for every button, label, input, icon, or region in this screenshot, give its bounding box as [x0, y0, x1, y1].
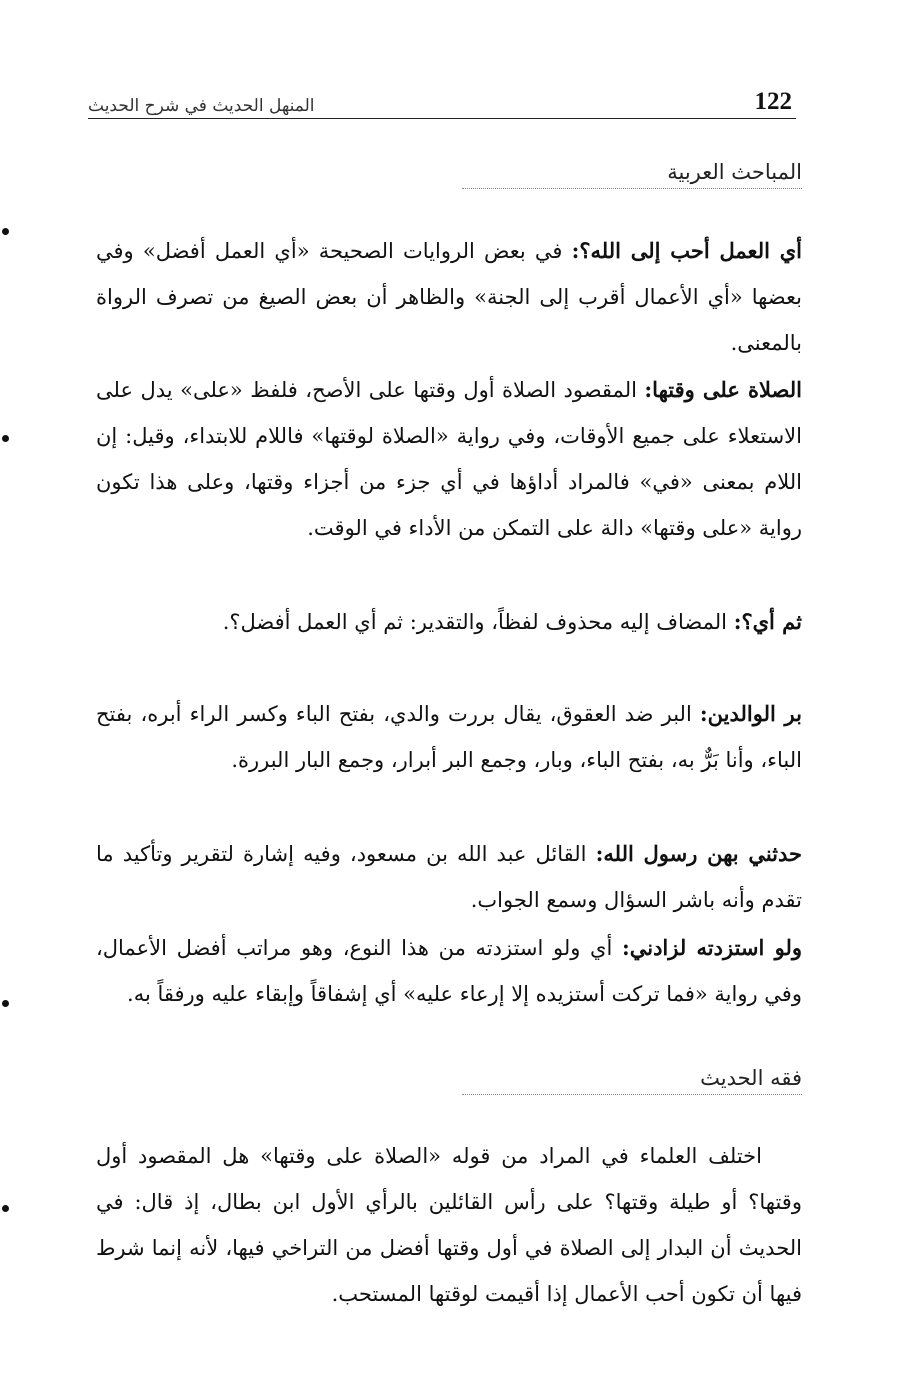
book-title: المنهل الحديث في شرح الحديث [88, 96, 315, 116]
margin-mark [2, 228, 9, 235]
margin-mark [2, 1205, 9, 1212]
running-header [88, 88, 796, 119]
paragraph [96, 599, 802, 645]
paragraph-text: في بعض الروايات الصحيحة «أي العمل أفضل» وفي بعضها «أي الأعمال أقرب إلى الجنة» والظاهر أن بعض الصيغ من تصرف الرواة بالمعنى. [96, 239, 802, 355]
paragraph-text: البر ضد العقوق، يقال بررت والدي، بفتح الباء وكسر الراء أبره، بفتح الباء، وأنا بَرٌّ به، بفتح الباء، وبار، وجمع البر أبرار، وجمع البار البررة. [96, 702, 802, 772]
margin-mark [2, 435, 9, 442]
paragraph-term: ولو استزدته لزادني: [621, 935, 803, 960]
paragraph-text: المقصود الصلاة أول وقتها على الأصح، فلفظ «على» يدل على الاستعلاء على جميع الأوقات، وفي رواية «الصلاة لوقتها» فاللام للابتداء، وقيل: إن اللام بمعنى «في» فالمراد أداؤها في أي جزء من أجزاء وقتها، وعلى هذا تكون رواية «على وقتها» دالة على التمكن من الأداء في الوقت. [96, 378, 802, 540]
paragraph-term: حدثني بهن رسول الله: [595, 841, 803, 866]
paragraph-text: اختلف العلماء في المراد من قوله «الصلاة على وقتها» هل المقصود أول وقتها؟ أو طيلة وقتها؟ على رأس القائلين بالرأي الأول ابن بطال، إذ قال: في الحديث أن البدار إلى الصلاة في أول وقتها أفضل من التراخي فيها، لأنه إنما شرط فيها أن تكون أحب الأعمال إذا أقيمت لوقتها المستحب. [96, 1144, 802, 1306]
page-number: 122 [754, 88, 792, 115]
paragraph-text: القائل عبد الله بن مسعود، وفيه إشارة لتقرير وتأكيد ما تقدم وأنه باشر السؤال وسمع الجواب. [96, 842, 802, 912]
paragraph [96, 691, 802, 783]
paragraph-text: المضاف إليه محذوف لفظاً، والتقدير: ثم أي العمل أفضل؟. [222, 610, 734, 634]
paragraph [96, 925, 802, 1017]
paragraph-term: بر الوالدين: [699, 701, 802, 726]
margin-mark [2, 1000, 9, 1007]
section-heading-fiqh: فقه الحديث [462, 1066, 802, 1095]
paragraph [96, 367, 802, 551]
paragraph-text: أي ولو استزدته من هذا النوع، وهو مراتب أفضل الأعمال، وفي رواية «فما تركت أستزيده إلا إرعاء عليه» أي إشفاقاً وإبقاء عليه ورفقاً به. [96, 936, 802, 1006]
paragraph [96, 831, 802, 923]
paragraph-term: ثم أي؟: [733, 609, 802, 634]
paragraph [96, 228, 802, 366]
paragraph-term: الصلاة على وقتها: [644, 377, 802, 402]
section-heading-linguistic: المباحث العربية [462, 160, 802, 189]
paragraph-term: أي العمل أحب إلى الله؟: [571, 238, 802, 263]
paragraph [96, 1133, 802, 1317]
